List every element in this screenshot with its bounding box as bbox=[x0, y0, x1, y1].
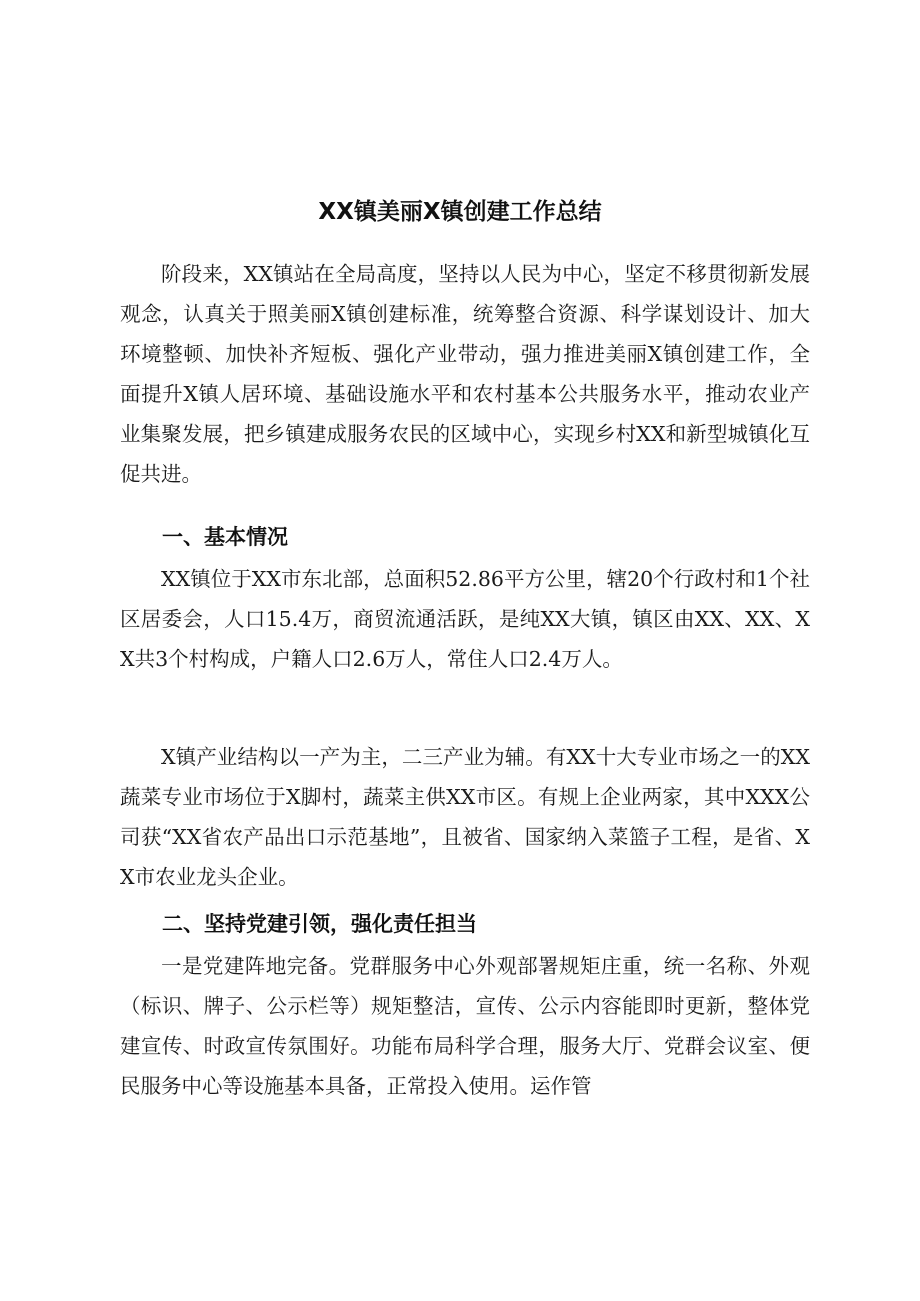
intro-paragraph: 阶段来，XX镇站在全局高度，坚持以人民为中心，坚定不移贯彻新发展观念，认真关于照美丽X镇创建标准，统筹整合资源、科学谋划设计、加大环境整顿、加快补齐短板、强化产业带动，强力推进美丽X镇创建工作，全面提升X镇人居环境、基础设施水平和农村基本公共服务水平，推动农业产业集聚发展，把乡镇建成服务农民的区域中心，实现乡村XX和新型城镇化互促共进。 bbox=[120, 262, 810, 486]
party-leadership-paragraph-1: 一是党建阵地完备。党群服务中心外观部署规矩庄重，统一名称、外观（标识、牌子、公示栏等）规矩整洁，宣传、公示内容能即时更新，整体党建宣传、时政宣传氛围好。功能布局科学合理，服务大厅、党群会议室、便民服务中心等设施基本具备，正常投入使用。运作管 bbox=[120, 954, 810, 1098]
section-heading-basic-situation: 一、基本情况 bbox=[162, 525, 288, 549]
document-title: XX镇美丽X镇创建工作总结 bbox=[318, 199, 602, 225]
basic-situation-paragraph-1: XX镇位于XX市东北部，总面积52.86平方公里，辖20个行政村和1个社区居委会，人口15.4万，商贸流通活跃，是纯XX大镇，镇区由XX、XX、XX共3个村构成，户籍人口2.6万人，常住人口2.4万人。 bbox=[120, 567, 810, 671]
basic-situation-paragraph-2: X镇产业结构以一产为主，二三产业为辅。有XX十大专业市场之一的XX蔬菜专业市场位于X脚村，蔬菜主供XX市区。有规上企业两家，其中XXX公司获“XX省农产品出口示范基地”，且被省、国家纳入菜篮子工程，是省、XX市农业龙头企业。 bbox=[120, 745, 810, 889]
section-heading-party-leadership: 二、坚持党建引领，强化责任担当 bbox=[162, 912, 477, 936]
